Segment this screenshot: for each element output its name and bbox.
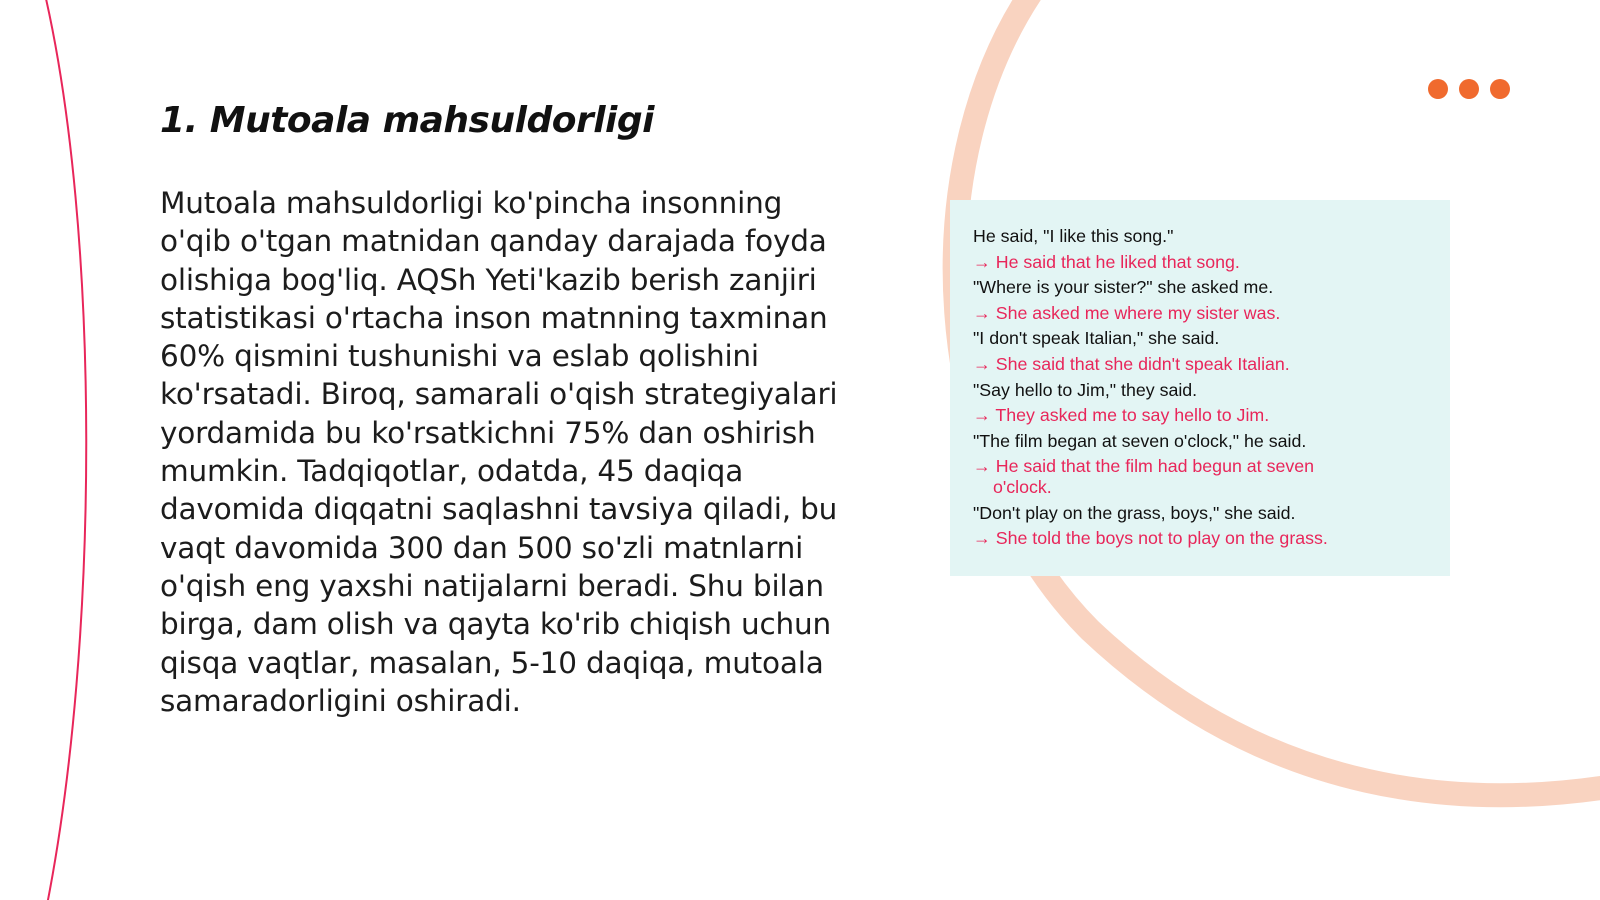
- slide-title: 1. Mutoala mahsuldorligi: [160, 100, 654, 141]
- example-direct-speech: "Don't play on the grass, boys," she said.: [973, 502, 1296, 523]
- example-direct-speech: "I don't speak Italian," she said.: [973, 328, 1220, 349]
- menu-dots-icon: [1428, 79, 1510, 99]
- dot-icon: [1490, 79, 1510, 99]
- example-reported-speech: → She asked me where my sister was.: [973, 302, 1281, 323]
- example-direct-speech: "Where is your sister?" she asked me.: [973, 277, 1274, 298]
- body-paragraph: Mutoala mahsuldorligi ko'pincha insonning o'qib o'tgan matnidan qanday darajada foyda olishiga bog'liq. AQSh Yeti'kazib berish zanjiri statistikasi o'rtacha inson matnning taxminan 60% qismini tushunishi va eslab qolishini ko'rsatadi. Biroq, samarali o'qish strategiyalari yordamida bu ko'rsatkichni 75% dan oshirish mumkin. Tadqiqotlar, odatda, 45 daqiqa davomida diqqatni saqlashni tavsiya qiladi, bu vaqt davomida 300 dan 500 so'zli matnlarni o'qish eng yaxshi natijalarni beradi. Shu bilan birga, dam olish va qayta ko'rib chiqish uchun qisqa vaqtlar, masalan, 5-10 daqiqa, mutoala samaradorligini oshiradi.: [160, 186, 838, 718]
- example-reported-speech: → She told the boys not to play on the grass.: [973, 528, 1328, 549]
- example-direct-speech: "The film began at seven o'clock," he said.: [973, 430, 1307, 451]
- example-reported-speech: → They asked me to say hello to Jim.: [973, 405, 1270, 426]
- dot-icon: [1459, 79, 1479, 99]
- example-direct-speech: "Say hello to Jim," they said.: [973, 379, 1198, 400]
- example-reported-speech: → She said that she didn't speak Italian.: [973, 353, 1290, 374]
- example-reported-speech: → He said that he liked that song.: [973, 251, 1240, 272]
- example-reported-speech: → He said that the film had begun at seven o'clock.: [973, 456, 1315, 497]
- dot-icon: [1428, 79, 1448, 99]
- example-direct-speech: He said, "I like this song.": [973, 226, 1174, 246]
- decorative-red-line: [44, 0, 86, 900]
- reported-speech-examples-image: [950, 200, 1450, 576]
